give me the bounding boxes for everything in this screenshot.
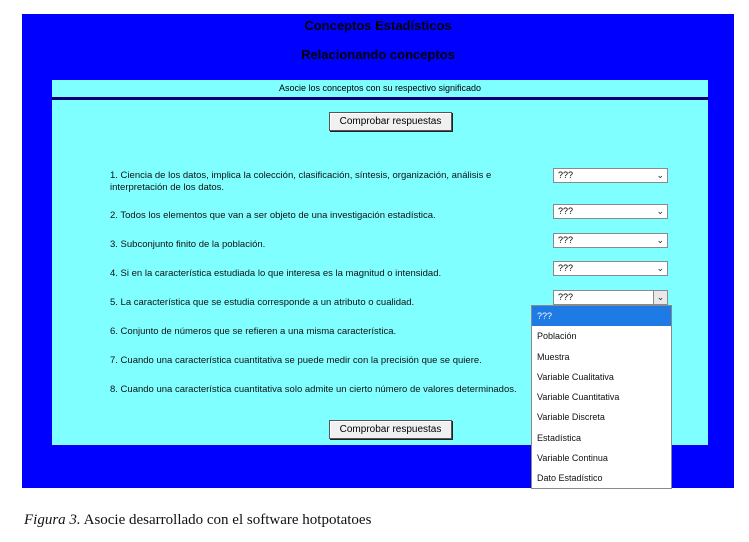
chevron-down-icon: ⌄ bbox=[656, 170, 664, 180]
dropdown-option[interactable]: Estadística bbox=[537, 432, 582, 443]
answer-select-1[interactable] bbox=[553, 168, 668, 183]
question-4: 4. Si en la característica estudiada lo que interesa es la magnitud o intensidad. bbox=[110, 268, 442, 279]
question-6: 6. Conjunto de números que se refieren a una misma característica. bbox=[110, 326, 397, 337]
page-subtitle: Relacionando conceptos bbox=[301, 47, 455, 62]
instructions: Asocie los conceptos con su respectivo significado bbox=[52, 80, 708, 100]
dropdown-option[interactable]: Muestra bbox=[537, 351, 570, 362]
check-answers-button-bottom[interactable]: Comprobar respuestas bbox=[329, 420, 452, 439]
chevron-down-icon: ⌄ bbox=[656, 263, 664, 273]
answer-select-value: ??? bbox=[558, 235, 574, 245]
page-title: Conceptos Estadísticos bbox=[304, 18, 452, 33]
answer-select-4[interactable] bbox=[553, 261, 668, 276]
check-answers-button[interactable]: Comprobar respuestas bbox=[329, 112, 452, 131]
dropdown-option[interactable]: Variable Cuantitativa bbox=[537, 392, 620, 403]
dropdown-option[interactable]: Dato Estadístico bbox=[537, 473, 603, 484]
dropdown-option[interactable]: Variable Continua bbox=[537, 453, 608, 464]
dropdown-option[interactable]: Variable Discreta bbox=[537, 412, 605, 423]
answer-select-value: ??? bbox=[558, 292, 574, 302]
question-2: 2. Todos los elementos que van a ser objeto de una investigación estadística. bbox=[110, 210, 436, 221]
figure-label: Figura 3. bbox=[24, 512, 81, 528]
answer-select-5[interactable] bbox=[553, 290, 668, 305]
dropdown-option[interactable]: Población bbox=[537, 331, 577, 342]
question-3: 3. Subconjunto finito de la población. bbox=[110, 239, 266, 250]
figure-caption-text: Asocie desarrollado con el software hotpotatoes bbox=[83, 512, 372, 528]
dropdown-option[interactable]: ??? bbox=[532, 306, 671, 326]
answer-select-value: ??? bbox=[558, 206, 574, 216]
figure-caption bbox=[24, 512, 371, 529]
chevron-down-icon: ⌄ bbox=[656, 235, 664, 245]
chevron-down-icon: ⌄ bbox=[653, 291, 667, 304]
answer-select-value: ??? bbox=[558, 263, 574, 273]
answer-dropdown-list[interactable] bbox=[531, 305, 672, 489]
question-8: 8. Cuando una característica cuantitativa solo admite un cierto número de valores determinados. bbox=[110, 384, 517, 395]
answer-select-3[interactable] bbox=[553, 233, 668, 248]
question-5: 5. La característica que se estudia corresponde a un atributo o cualidad. bbox=[110, 297, 415, 308]
chevron-down-icon: ⌄ bbox=[656, 206, 664, 216]
dropdown-option[interactable]: Variable Cualitativa bbox=[537, 371, 614, 382]
question-1: 1. Ciencia de los datos, implica la colección, clasificación, síntesis, organización, análisis e interpretación de los datos. bbox=[110, 170, 492, 193]
question-7: 7. Cuando una característica cuantitativa se puede medir con la precisión que se quiere. bbox=[110, 355, 482, 366]
answer-select-2[interactable] bbox=[553, 204, 668, 219]
answer-select-value: ??? bbox=[558, 170, 574, 180]
